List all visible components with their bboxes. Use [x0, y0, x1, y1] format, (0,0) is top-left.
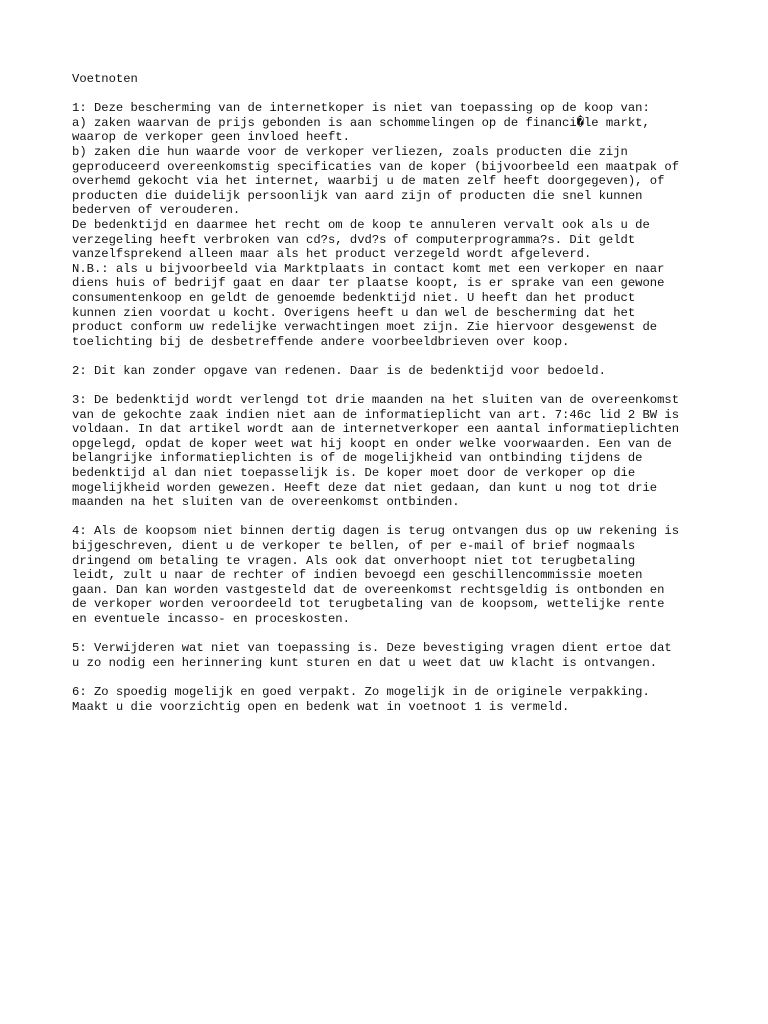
footnote-3-line: 3: De bedenktijd wordt verlengd tot drie maanden na het sluiten van de overeenkomst	[72, 393, 680, 408]
footnote-5-line: 5: Verwijderen wat niet van toepassing is. Deze bevestiging vragen dient ertoe dat	[72, 641, 672, 656]
footnote-3-line: van de gekochte zaak indien niet aan de informatieplicht van art. 7:46c lid 2 BW is	[72, 407, 680, 422]
blank-line	[72, 627, 722, 642]
footnote-4-line: dringend om betaling te vragen. Als ook dat onverhoopt niet tot terugbetaling	[72, 553, 636, 568]
footnote-3-line: mogelijkheid worden gewezen. Heeft deze dat niet gedaan, dan kunt u nog tot drie	[72, 480, 658, 495]
footnote-4-line: 4: Als de koopsom niet binnen dertig dagen is terug ontvangen dus op uw rekening is	[72, 524, 680, 539]
footnote-6-line: 6: Zo spoedig mogelijk en goed verpakt. Zo mogelijk in de originele verpakking.	[72, 684, 650, 699]
footnote-1-line: vanzelfsprekend alleen maar als het product verzegeld wordt afgeleverd.	[72, 247, 592, 262]
footnote-3-line: belangrijke informatieplichten is of de mogelijkheid van ontbinding tijdens de	[72, 451, 643, 466]
footnote-1-line: a) zaken waarvan de prijs gebonden is aan schommelingen op de financi�le markt,	[72, 115, 650, 130]
footnote-1-line: verzegeling heeft verbroken van cd?s, dvd?s of computerprogramma?s. Dit geldt	[72, 232, 636, 247]
footnote-1-line: product conform uw redelijke verwachtingen moet zijn. Zie hiervoor desgewenst de	[72, 320, 658, 335]
footnote-4-line: gaan. Dan kan worden vastgesteld dat de overeenkomst rechtsgeldig is ontbonden en	[72, 582, 665, 597]
blank-line	[72, 87, 722, 102]
blank-line	[72, 349, 722, 364]
footnote-2-line: 2: Dit kan zonder opgave van redenen. Daar is de bedenktijd voor bedoeld.	[72, 363, 606, 378]
footnote-4-line: de verkoper worden veroordeeld tot terugbetaling van de koopsom, wettelijke rente	[72, 597, 665, 612]
footnote-4-line: leidt, zult u naar de rechter of indien bevoegd een geschillencommissie moeten	[72, 568, 643, 583]
footnote-1-line: kunnen zien voordat u kocht. Overigens heeft u dan wel de bescherming dat het	[72, 305, 636, 320]
footnote-5-line: u zo nodig een herinnering kunt sturen en dat u weet dat uw klacht is ontvangen.	[72, 655, 658, 670]
footnote-3-line: maanden na het sluiten van de overeenkomst ontbinden.	[72, 495, 460, 510]
footnote-1-line: De bedenktijd en daarmee het recht om de koop te annuleren vervalt ook als u de	[72, 217, 650, 232]
heading-voetnoten: Voetnoten	[72, 72, 138, 86]
footnote-1-line: 1: Deze bescherming van de internetkoper is niet van toepassing op de koop van:	[72, 101, 650, 116]
footnote-3-line: bedenktijd al dan niet toepasselijk is. De koper moet door de verkoper op die	[72, 466, 636, 481]
footnote-3-line: opgelegd, opdat de koper weet wat hij koopt en onder welke voorwaarden. Een van de	[72, 436, 672, 451]
footnote-1-line: overhemd gekocht via het internet, waarbij u de maten zelf heeft doorgegeven), of	[72, 174, 665, 189]
blank-line	[72, 670, 722, 685]
footnote-1-line: b) zaken die hun waarde voor de verkoper verliezen, zoals producten die zijn	[72, 144, 628, 159]
footnote-1-line: producten die duidelijk persoonlijk van aard zijn of producten die snel kunnen	[72, 188, 643, 203]
footnote-4-line: en eventuele incasso- en proceskosten.	[72, 611, 350, 626]
footnote-6-line: Maakt u die voorzichtig open en bedenk wat in voetnoot 1 is vermeld.	[72, 699, 570, 714]
blank-line	[72, 510, 722, 525]
footnote-1-line: geproduceerd overeenkomstig specificaties van de koper (bijvoorbeeld een maatpak of	[72, 159, 680, 174]
footnote-1-line: waarop de verkoper geen invloed heeft.	[72, 130, 350, 145]
footnotes-text	[72, 72, 722, 714]
footnote-1-line: bederven of verouderen.	[72, 203, 241, 218]
footnote-4-line: bijgeschreven, dient u de verkoper te bellen, of per e-mail of brief nogmaals	[72, 539, 636, 553]
footnote-1-line: N.B.: als u bijvoorbeeld via Marktplaats in contact komt met een verkoper en naar	[72, 261, 665, 276]
footnote-1-line: diens huis of bedrijf gaat en daar ter plaatse koopt, is er sprake van een gewone	[72, 276, 665, 291]
footnote-1-line: toelichting bij de desbetreffende andere voorbeeldbrieven over koop.	[72, 334, 570, 349]
blank-line	[72, 378, 722, 393]
footnote-1-line: consumentenkoop en geldt de genoemde bedenktijd niet. U heeft dan het product	[72, 290, 636, 305]
footnote-3-line: voldaan. In dat artikel wordt aan de internetverkoper een aantal informatieplichten	[72, 422, 680, 437]
